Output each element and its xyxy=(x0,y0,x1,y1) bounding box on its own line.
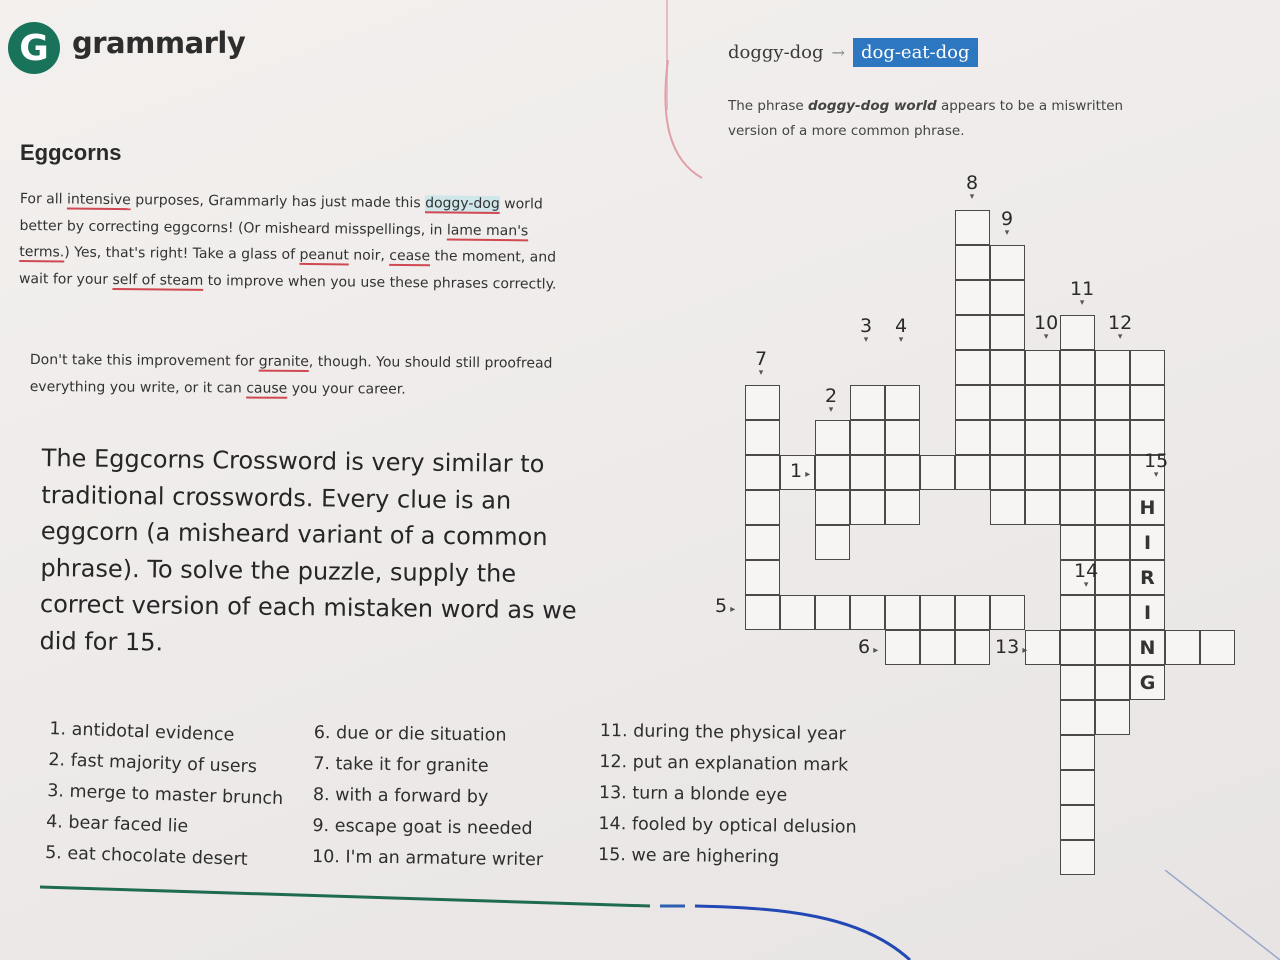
crossword-cell[interactable] xyxy=(955,245,990,280)
crossword-cell[interactable] xyxy=(1095,560,1130,595)
clue-item: 13. turn a blonde eye xyxy=(598,782,788,806)
crossword-cell[interactable] xyxy=(1060,770,1095,805)
crossword-cell[interactable] xyxy=(1060,490,1095,525)
crossword-cell[interactable] xyxy=(1060,630,1095,665)
crossword-cell[interactable] xyxy=(850,420,885,455)
crossword-cell[interactable] xyxy=(1025,455,1060,490)
clue-number: 6 ▸ xyxy=(858,636,878,658)
crossword-cell[interactable] xyxy=(1095,455,1130,490)
eggcorn-highlight[interactable]: doggy-dog xyxy=(425,195,500,213)
crossword-cell[interactable] xyxy=(1130,385,1165,420)
crossword-cell[interactable] xyxy=(1060,455,1095,490)
crossword-cell[interactable] xyxy=(1060,735,1095,770)
clue-column-2 xyxy=(312,718,545,876)
clue-column-3 xyxy=(598,716,858,875)
clue-number: 2 ▾ xyxy=(825,385,837,413)
eggcorn-underline[interactable]: intensive xyxy=(66,191,131,209)
crossword-cell[interactable] xyxy=(1095,700,1130,735)
decorative-bottom-line xyxy=(0,870,1280,960)
crossword-cell[interactable] xyxy=(815,455,850,490)
clue-item: 6. due or die situation xyxy=(313,722,507,746)
crossword-cell[interactable] xyxy=(745,385,780,420)
crossword-cell[interactable] xyxy=(815,490,850,525)
crossword-cell[interactable] xyxy=(990,315,1025,350)
crossword-cell[interactable] xyxy=(1095,525,1130,560)
crossword-cell[interactable] xyxy=(745,525,780,560)
crossword-cell[interactable] xyxy=(955,280,990,315)
crossword-cell[interactable] xyxy=(815,525,850,560)
crossword-cell[interactable] xyxy=(955,630,990,665)
clue-item: 8. with a forward by xyxy=(312,784,489,808)
crossword-cell-filled[interactable]: N xyxy=(1130,630,1165,665)
clue-number: 9 ▾ xyxy=(1001,208,1013,236)
clue-number: 12 ▾ xyxy=(1108,312,1132,340)
clue-item: 9. escape goat is needed xyxy=(312,815,533,840)
clue-number: 10 ▾ xyxy=(1034,312,1058,340)
crossword-cell[interactable] xyxy=(1200,630,1235,665)
crossword-cell[interactable] xyxy=(1095,490,1130,525)
crossword-cell[interactable] xyxy=(955,455,990,490)
crossword-cell[interactable] xyxy=(1095,385,1130,420)
clue-item: 3. merge to master brunch xyxy=(46,780,284,810)
clue-number: 13 ▸ xyxy=(995,636,1027,658)
crossword-cell[interactable] xyxy=(955,420,990,455)
crossword-cell[interactable] xyxy=(1025,350,1060,385)
crossword-cell-filled[interactable]: I xyxy=(1130,595,1165,630)
crossword-cell[interactable] xyxy=(745,595,780,630)
crossword-cell[interactable] xyxy=(745,420,780,455)
clue-item: 1. antidotal evidence xyxy=(49,718,235,746)
crossword-cell[interactable] xyxy=(1060,525,1095,560)
crossword-cell[interactable] xyxy=(885,420,920,455)
crossword-cell[interactable] xyxy=(920,595,955,630)
eggcorn-underline[interactable]: peanut xyxy=(299,246,349,264)
crossword-intro: The Eggcorns Crossword is very similar to traditional crosswords. Every clue is an eggcorn (a misheard variant of a common phrase). To solve the puzzle, supply the correct version of each mistaken word as we did for 15. xyxy=(39,443,577,656)
crossword-cell[interactable] xyxy=(1095,630,1130,665)
clue-number: 11 ▾ xyxy=(1070,278,1094,306)
crossword-cell[interactable] xyxy=(885,385,920,420)
crossword-cell[interactable] xyxy=(1060,420,1095,455)
clue-number: 3 ▾ xyxy=(860,315,872,343)
crossword-cell[interactable] xyxy=(885,490,920,525)
crossword-cell[interactable] xyxy=(990,420,1025,455)
clue-number: 4 ▾ xyxy=(895,315,907,343)
crossword-cell[interactable] xyxy=(920,630,955,665)
clue-item: 12. put an explanation mark xyxy=(599,751,849,776)
crossword-cell[interactable] xyxy=(990,385,1025,420)
crossword-cell[interactable] xyxy=(1095,350,1130,385)
crossword-cell[interactable] xyxy=(815,595,850,630)
crossword-cell[interactable] xyxy=(885,455,920,490)
crossword-cell[interactable] xyxy=(955,595,990,630)
clue-number: 14 ▾ xyxy=(1074,560,1098,588)
decorative-curve xyxy=(640,60,720,200)
correction-accept-button[interactable]: dog-eat-dog xyxy=(853,38,978,67)
grammarly-logo-icon: G xyxy=(8,22,60,74)
crossword-cell[interactable] xyxy=(1025,420,1060,455)
clue-number: 15 ▾ xyxy=(1144,450,1168,478)
crossword-cell[interactable] xyxy=(990,455,1025,490)
crossword-cell[interactable] xyxy=(955,315,990,350)
crossword-cell[interactable] xyxy=(1025,490,1060,525)
crossword-cell[interactable] xyxy=(1060,665,1095,700)
crossword-cell[interactable] xyxy=(1130,350,1165,385)
clue-item: 4. bear faced lie xyxy=(45,811,189,837)
crossword-cell[interactable] xyxy=(1060,700,1095,735)
eggcorn-paragraph: For all intensive purposes, Grammarly has just made this doggy-dog world better by correcting eggcorns! (Or misheard misspellings, in lame man's terms.) Yes, that's right! Take a glass of peanut noir, cease the moment, and wait for your self of steam to improve when you use these phrases correctly. xyxy=(18,190,557,293)
crossword-cell[interactable] xyxy=(885,630,920,665)
crossword-cell-filled[interactable]: R xyxy=(1130,560,1165,595)
crossword-cell[interactable] xyxy=(990,350,1025,385)
clue-number: 1 ▸ xyxy=(790,460,810,482)
correction-suggestion xyxy=(728,38,978,67)
crossword-cell-filled[interactable]: I xyxy=(1130,525,1165,560)
clue-item: 7. take it for granite xyxy=(313,753,489,777)
eggcorn-underline[interactable]: lame man's terms. xyxy=(19,221,529,261)
crossword-cell[interactable] xyxy=(1060,385,1095,420)
crossword-cell[interactable] xyxy=(815,420,850,455)
crossword-cell[interactable] xyxy=(990,595,1025,630)
clue-item: 5. eat chocolate desert xyxy=(44,842,248,870)
crossword-cell[interactable] xyxy=(1060,350,1095,385)
eggcorn-underline[interactable]: cease xyxy=(389,247,431,265)
crossword-cell[interactable] xyxy=(850,490,885,525)
crossword-cell[interactable] xyxy=(955,350,990,385)
eggcorn-underline[interactable]: cause xyxy=(246,380,288,397)
crossword-cell[interactable] xyxy=(850,595,885,630)
crossword-cell-filled[interactable]: H xyxy=(1130,490,1165,525)
crossword-cell-filled[interactable]: G xyxy=(1130,665,1165,700)
crossword-cell[interactable] xyxy=(745,455,780,490)
crossword-cell[interactable] xyxy=(850,455,885,490)
clue-column-1 xyxy=(45,714,286,877)
crossword-cell[interactable] xyxy=(780,595,815,630)
section-title: Eggcorns xyxy=(20,140,122,165)
brand-name: grammarly xyxy=(72,26,246,60)
crossword-cell[interactable] xyxy=(1060,315,1095,350)
clue-item: 10. I'm an armature writer xyxy=(311,846,544,871)
proofread-paragraph: Don't take this improvement for granite, though. You should still proofread everything you write, or it can cause you your career. xyxy=(29,351,553,398)
crossword-cell[interactable] xyxy=(955,210,990,245)
crossword-cell[interactable] xyxy=(1060,840,1095,875)
crossword-cell[interactable] xyxy=(1095,420,1130,455)
correction-from: doggy-dog xyxy=(728,42,824,63)
clue-number: 8 ▾ xyxy=(966,172,978,200)
crossword-cell[interactable] xyxy=(745,490,780,525)
crossword-cell[interactable] xyxy=(1060,805,1095,840)
eggcorn-underline[interactable]: granite xyxy=(258,353,309,370)
arrow-right-icon: → xyxy=(831,43,845,62)
clue-number: 7 ▾ xyxy=(755,348,767,376)
crossword-cell[interactable] xyxy=(1025,385,1060,420)
crossword-cell[interactable] xyxy=(885,595,920,630)
crossword-cell[interactable] xyxy=(1025,630,1060,665)
crossword-cell[interactable] xyxy=(1095,595,1130,630)
clue-item: 14. fooled by optical delusion xyxy=(598,813,857,838)
crossword-cell[interactable] xyxy=(990,245,1025,280)
crossword-cell[interactable] xyxy=(745,560,780,595)
clue-item: 15. we are highering xyxy=(597,844,780,868)
crossword-cell[interactable] xyxy=(1060,595,1095,630)
eggcorn-underline[interactable]: self of steam xyxy=(112,271,204,289)
crossword-cell[interactable] xyxy=(990,280,1025,315)
correction-note: The phrase doggy-dog world appears to be a miswritten version of a more common phrase. xyxy=(728,98,1124,139)
crossword-cell[interactable] xyxy=(1095,665,1130,700)
crossword-cell[interactable] xyxy=(920,455,955,490)
clue-number: 5 ▸ xyxy=(715,595,735,617)
crossword-cell[interactable] xyxy=(850,385,885,420)
clue-item: 11. during the physical year xyxy=(599,720,846,745)
crossword-cell[interactable] xyxy=(955,385,990,420)
crossword-cell[interactable] xyxy=(1165,630,1200,665)
crossword-cell[interactable] xyxy=(990,490,1025,525)
clue-item: 2. fast majority of users xyxy=(48,749,258,778)
